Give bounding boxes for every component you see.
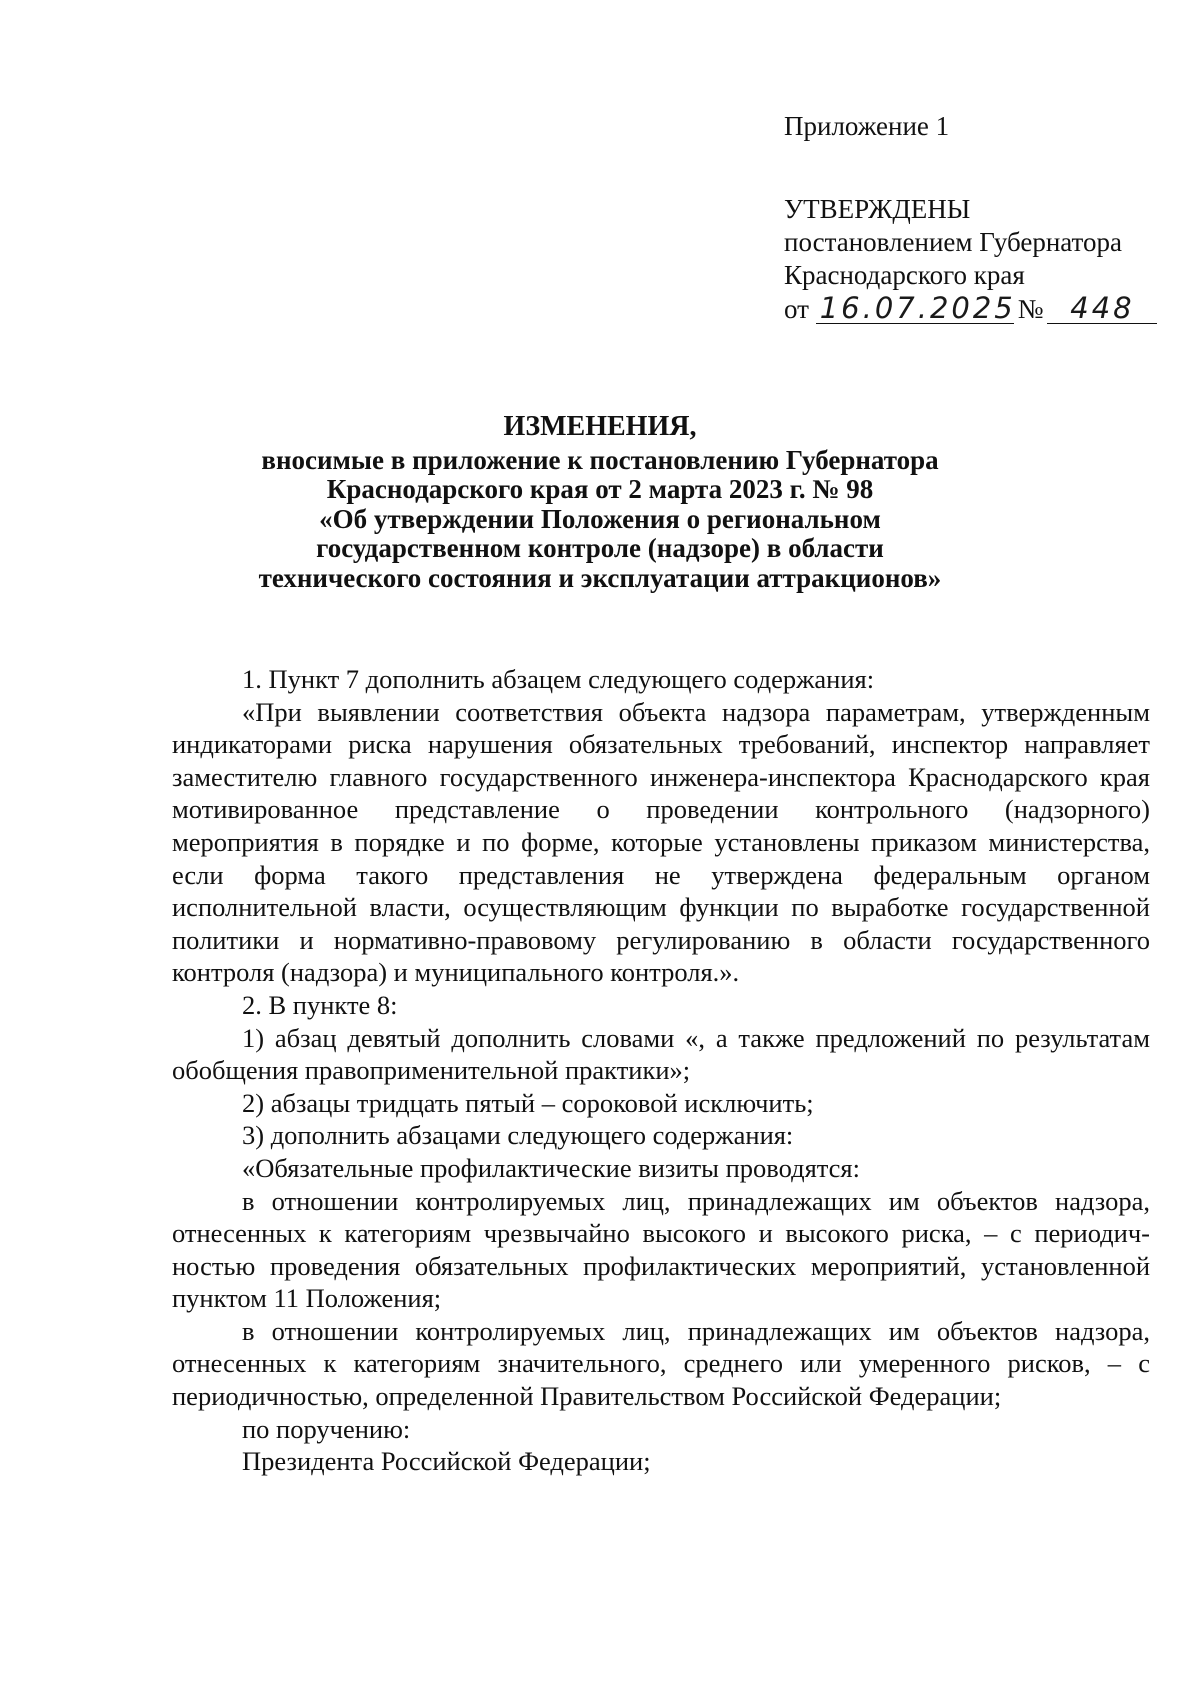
title-line-5: технического состояния и эксплуатации аттракционов» [258,562,942,593]
paragraph-6: 3) дополнить абзацами следующего содержания: [242,1120,794,1151]
document-body [172,663,1150,1478]
resolution-label: постановлением Губернатора [784,227,1122,257]
region-label: Краснодарского края [784,260,1025,290]
date-number-row [784,293,1164,326]
date-prefix: от [784,294,809,324]
paragraph-10: по поручению: [242,1413,411,1444]
title-line-4: государственном контроле (надзоре) в области [316,533,884,563]
title-line-2: Краснодарского края от 2 марта 2023 г. № 98 [326,474,874,504]
paragraph-5: 2) абзацы тридцать пятый – сороковой исключить; [242,1087,814,1118]
paragraph-9: в отношении контролируемых лиц, принадлежащих им объектов надзора, отнесенных к категориям значительного, среднего или умеренного рисков, – с периодичностью, определенной Правительством Российской Федерации; [172,1315,1150,1412]
handwritten-number: 448 [1047,293,1157,324]
handwritten-date: 16.07.2025 [816,293,1014,324]
approval-block [784,110,1164,326]
paragraph-11: Президента Российской Федерации; [242,1446,651,1477]
title-line-1: вносимые в приложение к постановлению Губернатора [261,444,939,475]
title-main: ИЗМЕНЕНИЯ, [503,411,697,442]
paragraph-7: «Обязательные профилактические визиты проводятся: [242,1152,860,1183]
approved-label: УТВЕРЖДЕНЫ [784,194,971,224]
paragraph-4: 1) абзац девятый дополнить словами «, а также предложений по результатам обобщения правоприменительной практики»; [172,1022,1150,1086]
document-title [150,412,1050,593]
annex-label: Приложение 1 [784,111,950,141]
paragraph-2: «При выявлении соответствия объекта надзора параметрам, утвержденным индикаторами риска нарушения обязательных требований, инспектор направляет заместителю главного государственного инженера-инспектора Краснодарского края мотивированное представление о проведении контрольного (надзорного) мероприятия в порядке и по форме, которые установлены приказом министерства, если форма такого представления не утверждена федеральным органом исполнительной власти, осуществляющим функции по выработке государственной политики и нормативно-правовому регулированию в области государственного контроля (надзора) и муниципального контроля.». [172,696,1150,988]
paragraph-3: 2. В пункте 8: [242,989,398,1020]
paragraph-8: в отношении контролируемых лиц, принадлежащих им объектов надзора, отнесенных к категориям чрезвычайно высокого и высокого риска, – с периодичностью проведения обязательных профилактических мероприятий, установленной пунктом 11 Положения; [172,1185,1150,1314]
title-line-3: «Об утверждении Положения о региональном [319,503,881,534]
paragraph-1: 1. Пункт 7 дополнить абзацем следующего содержания: [242,664,875,694]
number-sign: № [1017,294,1044,324]
